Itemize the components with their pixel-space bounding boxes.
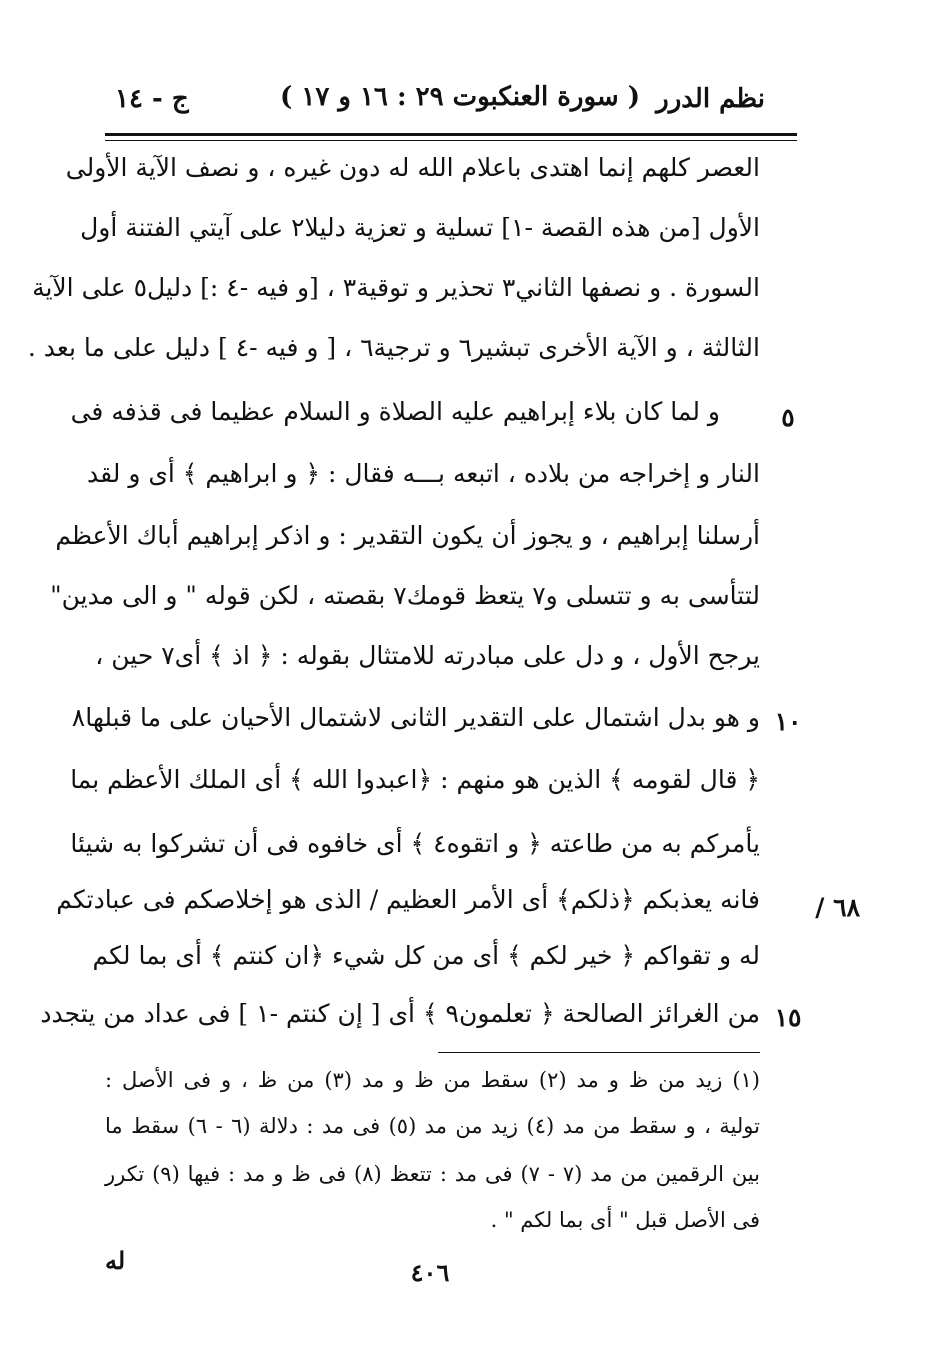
body-line: فانه يعذبكم ﴿ذلكم﴾ أى الأمر العظيم / الذى هو إخلاصكم فى عبادتكم bbox=[56, 885, 760, 914]
body-line: يرجح الأول ، و دل على مبادرته للامتثال بقوله : ﴿ اذ ﴾ أى٧ حين ، bbox=[95, 641, 760, 670]
body-line: لتتأسى به و تتسلى و٧ يتعظ قومك٧ بقصته ، لكن قوله " و الى مدين" bbox=[50, 581, 760, 610]
body-line: له و تقواكم ﴿ خير لكم ﴾ أى من كل شيء ﴿ان كنتم ﴾ أى بما لكم bbox=[92, 941, 760, 970]
page-number: ٤٠٦ bbox=[410, 1258, 450, 1287]
body-line: السورة . و نصفها الثاني٣ تحذير و توقية٣ ، [و فيه -٤ :] دليل٥ على الآية bbox=[32, 273, 760, 302]
body-line: و لما كان بلاء إبراهيم عليه الصلاة و السلام عظيما فى قذفه فى bbox=[70, 397, 720, 426]
volume-number: ج - ١٤ bbox=[115, 84, 189, 114]
page-header bbox=[105, 78, 765, 122]
body-line: يأمركم به من طاعته ﴿ و اتقوه٤ ﴾ أى خافوه فى أن تشركوا به شيئا bbox=[70, 829, 760, 858]
surah-reference: ( سورة العنكبوت ٢٩ : ١٦ و ١٧ ) bbox=[280, 82, 641, 112]
body-line: و هو بدل اشتمال على التقدير الثانى لاشتمال الأحيان على ما قبلها٨ bbox=[71, 703, 760, 732]
header-rule-thin bbox=[105, 140, 797, 141]
body-line: النار و إخراجه من بلاده ، اتبعه بـــه فقال : ﴿ و ابراهيم ﴾ أى و لقد bbox=[86, 459, 760, 488]
body-line: الأول [من هذه القصة -١] تسلية و تعزية دليلا٢ على آيتي الفتنة أول bbox=[80, 213, 760, 242]
line-number-10: ١٠ bbox=[774, 707, 802, 736]
line-number-15: ١٥ bbox=[774, 1003, 802, 1032]
body-line: الثالثة ، و الآية الأخرى تبشير٦ و ترجية٦ ، [ و فيه -٤ ] دليل على ما بعد . bbox=[27, 333, 760, 362]
line-number-5: ٥ bbox=[781, 403, 795, 432]
body-line: ﴿ قال لقومه ﴾ الذين هو منهم : ﴿اعبدوا الله ﴾ أى الملك الأعظم بما bbox=[70, 765, 760, 794]
book-title: نظم الدرر bbox=[656, 84, 765, 114]
footnote-line: بين الرقمين من مد (٧ - ٧) فى مد : تتعظ (٨) فى ظ و مد : فيها (٩) تكرر bbox=[105, 1162, 760, 1186]
body-line: أرسلنا إبراهيم ، و يجوز أن يكون التقدير : و اذكر إبراهيم أباك الأعظم bbox=[55, 521, 760, 550]
footnote-rule bbox=[438, 1052, 760, 1053]
footnote-line: تولية ، و سقط من مد (٤) زيد من مد (٥) فى مد : دلالة (٦ - ٦) سقط ما bbox=[105, 1114, 760, 1138]
footnote-line: (١) زيد من ظ و مد (٢) سقط من ظ و مد (٣) من ظ ، و فى الأصل : bbox=[105, 1068, 760, 1092]
body-line: العصر كلهم إنما اهتدى باعلام الله له دون غيره ، و نصف الآية الأولى bbox=[65, 153, 760, 182]
catchword: له bbox=[105, 1246, 126, 1275]
footnote-line: فى الأصل قبل " أى بما لكم " . bbox=[490, 1208, 760, 1232]
body-line: من الغرائز الصالحة ﴿ تعلمون٩ ﴾ أى [ إن كنتم -١ ] فى عداد من يتجدد bbox=[40, 999, 760, 1028]
header-rule-thick bbox=[105, 133, 797, 136]
manuscript-folio-marker: ٦٨ / bbox=[815, 893, 860, 922]
